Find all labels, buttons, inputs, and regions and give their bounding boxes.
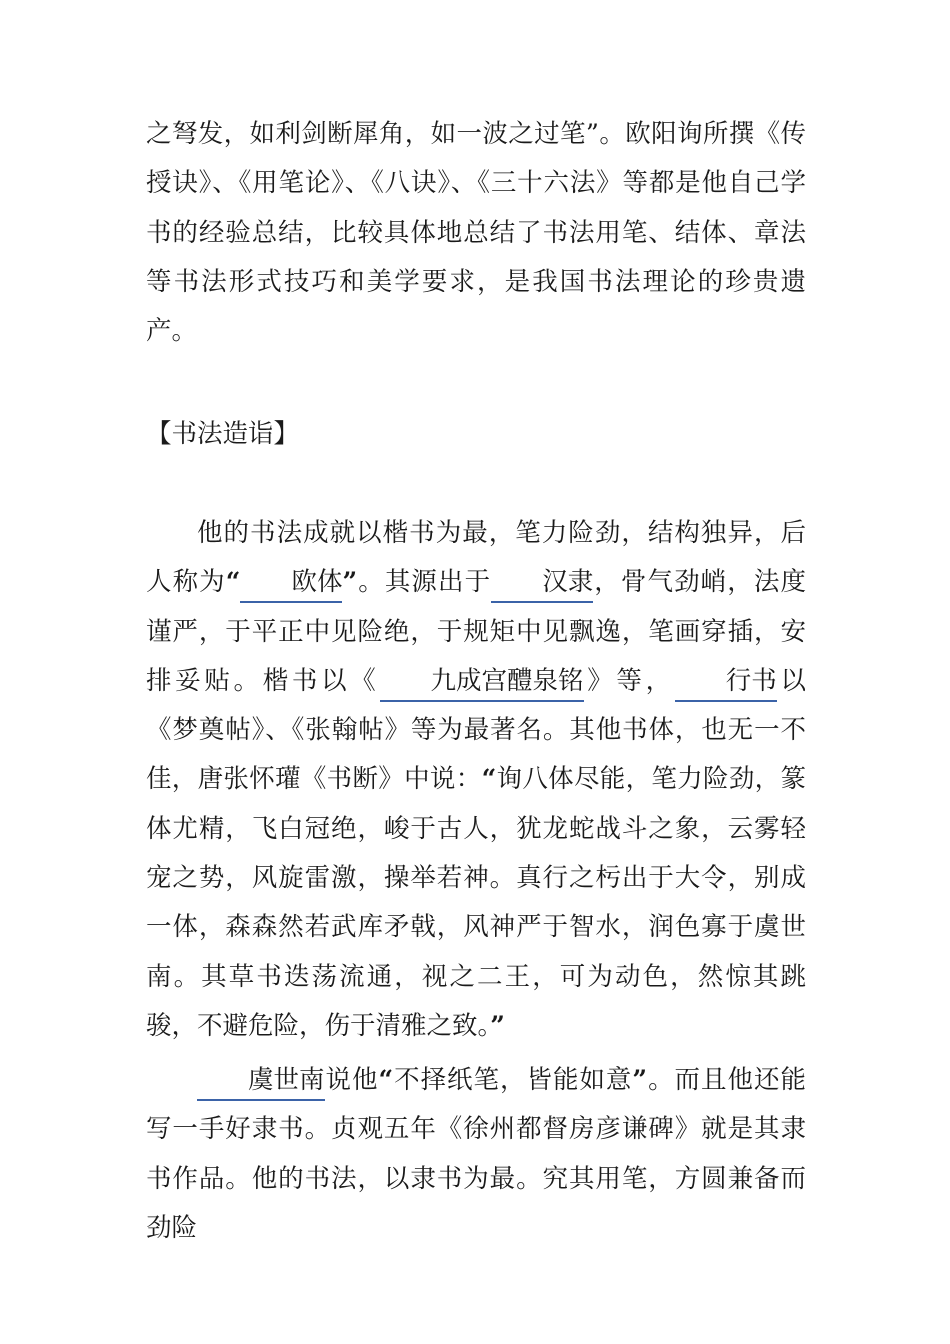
- link-xing-shu[interactable]: 行书: [675, 662, 777, 702]
- quote-close: ”: [490, 1010, 505, 1041]
- quote-open: “: [225, 567, 241, 598]
- paragraph-yu-shinan-comment: [146, 1056, 806, 1253]
- quote-open: “: [481, 764, 497, 795]
- text-segment: 他的书法成就以楷书为最，笔力险劲，结构独异，后人称为: [146, 518, 806, 598]
- section-heading-calligraphy: 【书法造诣】: [146, 419, 300, 449]
- text-segment: 》等，: [583, 665, 675, 696]
- text-segment: 说他: [324, 1065, 379, 1095]
- link-han-li[interactable]: 汉隶: [491, 563, 593, 603]
- quote-close: ”: [342, 567, 358, 598]
- text-segment: 以《梦奠帖》、《张翰帖》等为最著名。其他书体，也无一不佳，唐张怀瓘《书断》中说：: [146, 665, 806, 795]
- text-segment: 。而且他还能写一手好隶书。贞观五年《徐州都督房彦谦碑》就是其隶书作品。他的书法，以隶书为最。究其用笔，方圆兼备而劲险: [146, 1065, 806, 1243]
- text-segment: ，骨气劲峭，法度谨严，于平正中见险绝，于规矩中见飘逸，笔画穿插，安排妥贴。楷书以《: [146, 567, 806, 696]
- link-yu-shi-nan[interactable]: 虞世南: [197, 1061, 325, 1101]
- quote-close: ”: [632, 1065, 648, 1095]
- paragraph-text: 之弩发，如利剑断犀角，如一波之过笔”。欧阳询所撰《传授诀》、《用笔论》、《八诀》、《三十六法》等都是他自己学书的经验总结，比较具体地总结了书法用笔、结体、章法等书法形式技巧和美学要求，是我国书法理论的珍贵遗产。: [146, 119, 806, 347]
- link-jiu-cheng-gong[interactable]: 九成宫醴泉铭: [380, 662, 584, 702]
- paragraph-calligraphy-achievement: [146, 509, 806, 1051]
- link-ou-ti[interactable]: 欧体: [240, 563, 342, 603]
- paragraph-ouyang-xun-writings: [146, 110, 806, 356]
- quote-open: “: [378, 1065, 394, 1095]
- text-segment: 询八体尽能，笔力险劲，篆体尤精，飞白冠绝，峻于古人，犹龙蛇战斗之象，云雾轻宠之势，风旋雷激，操举若神。真行之杇出于大令，别成一体，森森然若武库矛戟，风神严于智水，润色寡于虞世南。其草书迭荡流通，视之二王，可为动色，然惊其跳骏，不避危险，伤于清雅之致。: [146, 764, 806, 1041]
- text-segment: 不择纸笔，皆能如意: [393, 1065, 633, 1095]
- text-segment: 。其源出于: [357, 567, 492, 598]
